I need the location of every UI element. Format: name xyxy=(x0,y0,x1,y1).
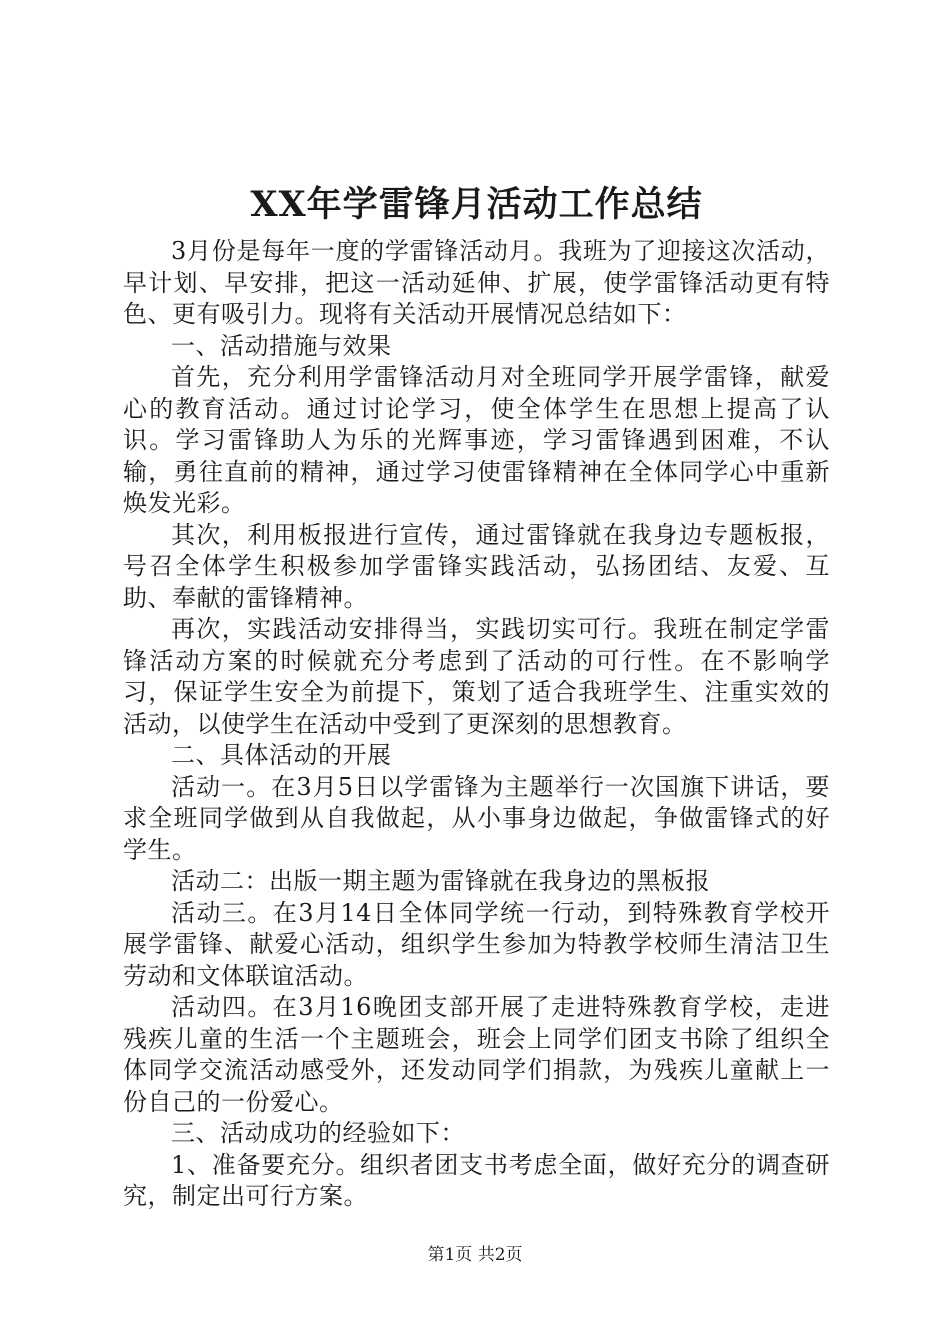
paragraph-first: 首先，充分利用学雷锋活动月对全班同学开展学雷锋，献爱心的教育活动。通过讨论学习，使全体学生在思想上提高了认识。学习雷锋助人为乐的光辉事迹，学习雷锋遇到困难，不认输，勇往直前的精神，通过学习使雷锋精神在全体同学心中重新焕发光彩。 xyxy=(123,363,830,517)
paragraph-activity-1: 活动一。在3月5日以学雷锋为主题举行一次国旗下讲话，要求全班同学做到从自我做起，从小事身边做起，争做雷锋式的好学生。 xyxy=(123,772,830,864)
paragraph-third: 再次，实践活动安排得当，实践切实可行。我班在制定学雷锋活动方案的时候就充分考虑到了活动的可行性。在不影响学习，保证学生安全为前提下，策划了适合我班学生、注重实效的活动，以使学生在活动中受到了更深刻的思想教育。 xyxy=(123,615,830,738)
page-indicator: 第1页 共2页 xyxy=(427,1245,523,1265)
document-title: XX年学雷锋月活动工作总结 xyxy=(250,184,703,225)
paragraph-activity-4: 活动四。在3月16晚团支部开展了走进特殊教育学校，走进残疾儿童的生活一个主题班会，班会上同学们团支书除了组织全体同学交流活动感受外，还发动同学们捐款，为残疾儿童献上一份自己的一份爱心。 xyxy=(123,993,830,1116)
paragraph-activity-2: 活动二：出版一期主题为雷锋就在我身边的黑板报 xyxy=(171,867,710,895)
paragraph-activity-3: 活动三。在3月14日全体同学统一行动，到特殊教育学校开展学雷锋、献爱心活动，组织学生参加为特教学校师生清洁卫生劳动和文体联谊活动。 xyxy=(123,898,830,990)
section-heading-1: 一、活动措施与效果 xyxy=(171,331,392,360)
paragraph-experience-1: 1、准备要充分。组织者团支书考虑全面，做好充分的调查研究，制定出可行方案。 xyxy=(123,1150,830,1210)
paragraph-second: 其次，利用板报进行宣传，通过雷锋就在我身边专题板报，号召全体学生积极参加学雷锋实践活动，弘扬团结、友爱、互助、奉献的雷锋精神。 xyxy=(123,520,830,612)
paragraph-intro: 3月份是每年一度的学雷锋活动月。我班为了迎接这次活动，早计划、早安排，把这一活动延伸、扩展，使学雷锋活动更有特色、更有吸引力。现将有关活动开展情况总结如下： xyxy=(123,237,830,328)
section-heading-2: 二、具体活动的开展 xyxy=(171,741,392,769)
document-body xyxy=(123,180,830,1213)
section-heading-3: 三、活动成功的经验如下： xyxy=(171,1119,465,1147)
